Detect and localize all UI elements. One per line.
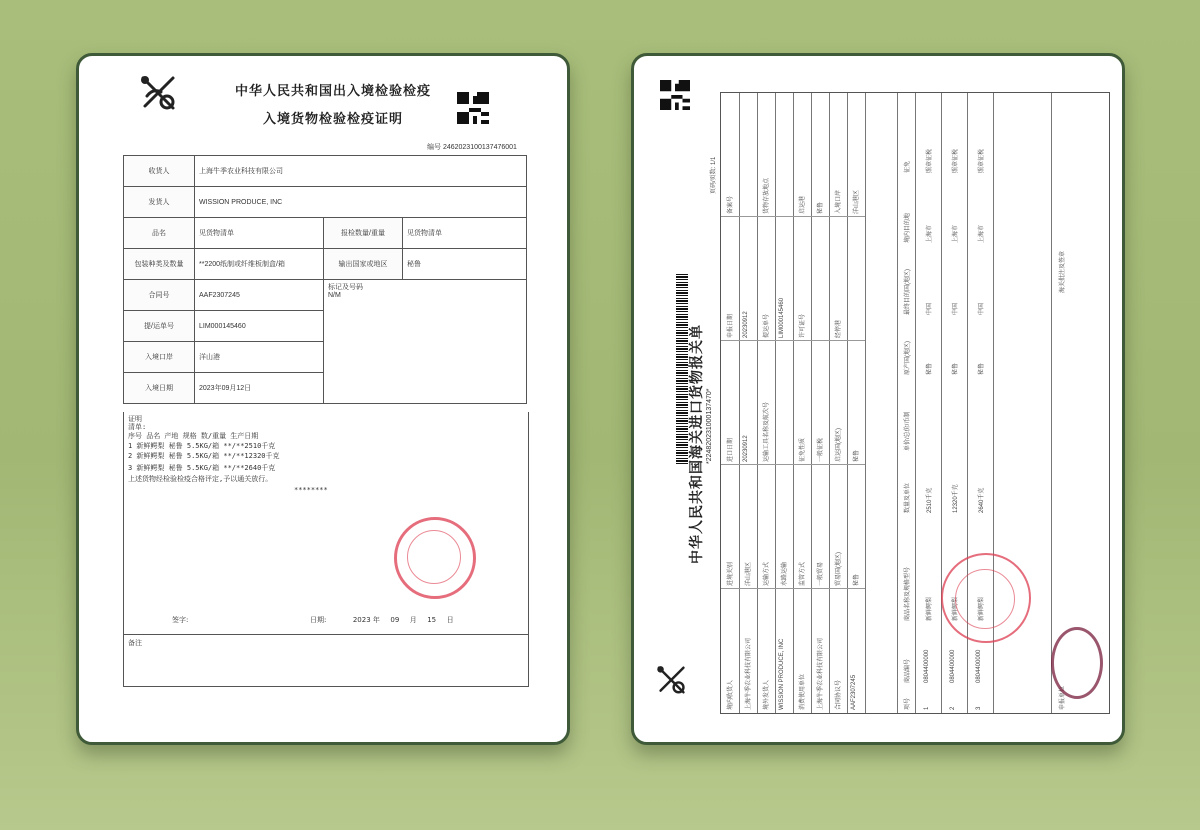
field-label: 合同号 [124,280,195,311]
table-row [124,280,527,311]
field-value: 见货物清单 [403,218,527,249]
date-month: 09 [390,616,400,624]
table-row [124,187,527,218]
remarks-section [123,634,529,687]
field-value: 秘鲁 [403,249,527,280]
field-label: 包装种类及数量 [124,249,195,280]
certificate-title-line1: 中华人民共和国出入境检验检疫 [235,83,432,98]
body-row: 3 新鲜鳄梨 秘鲁 5.5KG/箱 **/**2640千克 [128,464,276,472]
purple-oval-stamp [1051,627,1103,699]
inspection-emblem-icon [137,72,181,114]
certificate-card [76,53,570,745]
customs-declaration-card [631,53,1125,745]
field-value: N/M [328,292,341,299]
field-value: 洋山港 [195,342,324,373]
certificate-body [123,412,529,635]
body-conclusion: 上述货物经检验检疫合格评定,予以通关放行。 [128,475,273,483]
field-value: 见货物清单 [195,218,324,249]
date-day-unit: 日 [446,616,454,624]
remarks-label: 备注 [128,639,142,647]
field-value: LIM000145460 [195,311,324,342]
page-info: 页码/页数: 1/1 [711,156,717,194]
body-subheading: 清单: [128,423,147,431]
declaration-grid: 境内收货人 进境关别 进口日期 申报日期 备案号 上海牛季农业科技有限公司 洋山港区 20230912 20230912 境外发货人 运输方式 运输工具名称及航次号 提运单号 货物存放地点 WISSION PRODUCE, INC 水路运输 LIM000145460 消费使用单位 监管方式 征免性质 许可证号 启运港 上海牛季农业科技有限公司 一般贸易 一般征税 秘鲁 合同协议号 贸易国(地区) 启运国(地区) 经停港 入境口岸 AAF2307245 秘鲁 秘鲁 洋山港区 项号 商品编号 商品名称及规格型号 数量及单位 单价/总价/币制 原产国(地区) 最终目的国(地区) 境内目的地 征免 1 0804400000 新鲜鳄梨 2510千克 秘鲁 中国 上海市 照章征税 2 0804400000 新鲜鳄梨 12320千克 秘鲁 中国 上海市 照章征税 3 0804400000 新鲜鳄梨 2640千克 秘鲁 中国 上海市 照章征税 申报单位 海关批注及签章 [720,92,1110,714]
field-label: 输出国家或地区 [324,249,403,280]
number-value: 2462023100137476001 [442,144,517,151]
field-label: 报检数量/重量 [324,218,403,249]
date-year-unit: 年 [372,616,380,624]
declaration-title: 中华人民共和国海关进口货物报关单 [688,324,704,564]
field-label: 收货人 [124,156,195,187]
field-value: AAF2307245 [195,280,324,311]
number-label: 编号 [427,144,441,151]
date-month-unit: 月 [409,616,417,624]
qr-code-icon [457,92,489,124]
body-row: 2 新鲜鳄梨 秘鲁 5.5KG/箱 **/**12320千克 [128,452,280,460]
table-row [124,156,527,187]
date-label: 日期: [310,616,327,624]
body-row: 1 新鲜鳄梨 秘鲁 5.5KG/箱 **/**2510千克 [128,442,276,450]
date-year: 2023 [352,616,371,624]
table-row [124,249,527,280]
body-end-mark: ******** [294,486,328,494]
certificate-fields-table [123,155,527,404]
date-day: 15 [427,616,437,624]
field-label: 入境日期 [124,373,195,404]
field-label: 发货人 [124,187,195,218]
field-label: 品名 [124,218,195,249]
field-label: 提/运单号 [124,311,195,342]
field-label: 入境口岸 [124,342,195,373]
field-value: 上海牛季农业科技有限公司 [195,156,527,187]
certificate-title-line2: 入境货物检验检疫证明 [263,111,404,126]
red-seal-stamp [941,553,1031,643]
declarant-label: 申报单位 [1060,685,1066,710]
preentry-number: *224820231000137470* [706,388,713,464]
red-seal-stamp [394,517,476,599]
field-value: WISSION PRODUCE, INC [195,187,527,218]
declaration-sheet [674,74,1110,714]
field-value: 2023年09月12日 [195,373,324,404]
customs-note-label: 海关批注及签章 [1060,250,1066,293]
table-row [124,218,527,249]
body-columns: 序号 品名 产地 规格 数/重量 生产日期 [128,432,259,440]
field-label: 标记及号码 [328,284,363,291]
field-value: **2200纸制或纤维板制盒/箱 [195,249,324,280]
signature-label: 签字: [172,616,189,624]
body-heading: 证明 [128,415,142,423]
